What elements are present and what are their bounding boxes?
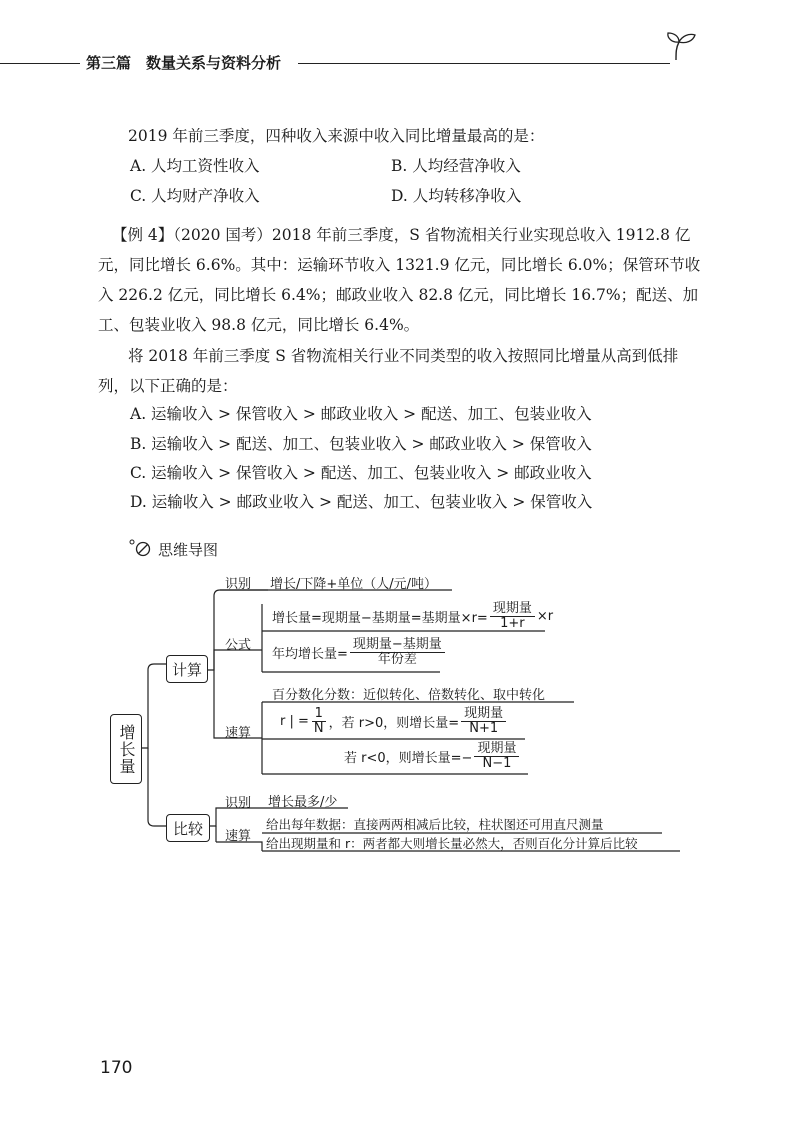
speed-rule-3: 若 r<0，则增长量=− $\frac{\text{现期量}}{N-1}$ bbox=[344, 742, 521, 771]
connector-root-calc bbox=[140, 664, 166, 748]
calc-speed-label: 速算 bbox=[225, 726, 252, 741]
mind-map-title: 思维导图 bbox=[158, 541, 219, 559]
calc-node: 计算 bbox=[166, 655, 208, 683]
connector-root-compare bbox=[148, 748, 166, 826]
speed-rule-1: 百分数化分数：近似转化、倍数转化、取中转化 bbox=[272, 688, 546, 703]
example-source: （2020 国考） bbox=[173, 226, 272, 244]
question-line-1: 将 2018 年前三季度 S 省物流相关行业不同类型的收入按照同比增量从高到低排 bbox=[128, 347, 679, 365]
example-text-1: 2018 年前三季度，S 省物流相关行业实现总收入 1912.8 亿 bbox=[271, 226, 691, 244]
compare-speed-label: 速算 bbox=[225, 829, 252, 844]
speed-rule-2-fraction-b: $\frac{\text{现期量}}{N+1}$ bbox=[461, 707, 506, 736]
connector-calc-identify bbox=[208, 590, 268, 670]
question-stem: 2019 年前三季度，四种收入来源中收入同比增量最高的是： bbox=[128, 127, 545, 145]
page-number: 170 bbox=[100, 1058, 133, 1078]
example-tag: 【例 4】 bbox=[112, 226, 174, 244]
option-a: A. 人均工资性收入 bbox=[130, 157, 260, 175]
chapter-title: 第三篇 数量关系与资料分析 bbox=[86, 54, 282, 72]
compare-node: 比较 bbox=[166, 814, 210, 842]
example-option-b: B. 运输收入 > 配送、加工、包装业收入 > 邮政业收入 > 保管收入 bbox=[130, 435, 592, 453]
example-option-c: C. 运输收入 > 保管收入 > 配送、加工、包装业收入 > 邮政业收入 bbox=[130, 464, 592, 482]
formula-2-fraction: $\frac{\text{现期量−基期量}}{\text{年份差}}$ bbox=[350, 638, 445, 667]
formula-1: 增长量=现期量−基期量=基期量×r= $\frac{\text{现期量}}{1+r}$ ×r bbox=[272, 601, 554, 631]
example-option-a: A. 运输收入 > 保管收入 > 邮政业收入 > 配送、加工、包装业收入 bbox=[130, 405, 592, 423]
compare-identify-text: 增长最多/少 bbox=[268, 795, 338, 810]
compare-rule-1: 给出每年数据：直接两两相减后比较，柱状图还可用直尺测量 bbox=[266, 817, 604, 832]
calc-identify-label: 识别 bbox=[225, 577, 252, 592]
calc-identify-text: 增长/下降+单位（人/元/吨） bbox=[270, 577, 438, 592]
formula-2: 年均增长量= $\frac{\text{现期量−基期量}}{\text{年份差}}$ bbox=[272, 638, 447, 667]
option-d: D. 人均转移净收入 bbox=[391, 187, 522, 205]
example-line-4: 工、包装业收入 98.8 亿元，同比增长 6.4%。 bbox=[98, 316, 420, 334]
question-line-2: 列，以下正确的是： bbox=[98, 377, 238, 395]
speed-rule-3-fraction: $\frac{\text{现期量}}{N-1}$ bbox=[474, 742, 519, 771]
example-option-d: D. 运输收入 > 邮政业收入 > 配送、加工、包装业收入 > 保管收入 bbox=[130, 493, 593, 511]
option-c: C. 人均财产净收入 bbox=[130, 187, 260, 205]
example-line-2: 元，同比增长 6.6%。其中：运输环节收入 1321.9 亿元，同比增长 6.0%；保管环节收 bbox=[98, 256, 701, 274]
speed-rule-2-fraction-a: $\frac{1}{N}$ bbox=[311, 707, 327, 736]
calc-formula-label: 公式 bbox=[225, 638, 252, 653]
speed-rule-2: r | = $\frac{1}{N}$ ，若 r>0，则增长量= $\frac{\text{现期量}}{N+1}$ bbox=[280, 707, 508, 736]
compare-rule-2: 给出现期量和 r：两者都大则增长量必然大，否则百化分计算后比较 bbox=[266, 836, 638, 851]
root-node: 增长量 bbox=[110, 714, 142, 784]
option-b: B. 人均经营净收入 bbox=[391, 157, 521, 175]
example-line-3: 入 226.2 亿元，同比增长 6.4%；邮政业收入 82.8 亿元，同比增长 16.7%；配送、加 bbox=[98, 286, 699, 304]
formula-1-fraction: $\frac{\text{现期量}}{1+r}$ bbox=[490, 602, 535, 631]
connector-calc-formula bbox=[214, 650, 262, 670]
compare-identify-label: 识别 bbox=[225, 796, 252, 811]
